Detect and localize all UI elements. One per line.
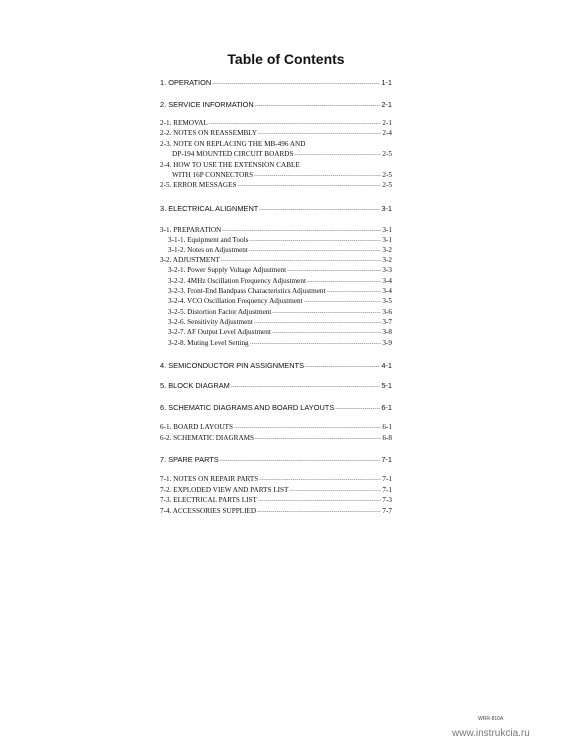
toc-leader-dots: [294, 151, 381, 160]
toc-entry: [160, 434, 392, 443]
toc-entry-page: 6-1: [382, 423, 392, 431]
toc-entry-label: 3-2-3. Front-End Bandpass Characteristics Adjustment: [168, 287, 326, 295]
toc-entry-label: 3-1-1. Equipment and Tools: [168, 236, 249, 244]
toc-entry-page: 2-5: [382, 171, 392, 179]
toc-entry-page: 5-1: [381, 381, 392, 390]
toc-leader-dots: [254, 172, 381, 181]
toc-entry-page: 3-8: [382, 328, 392, 336]
toc-entry-label: 3-2-8. Muting Level Setting: [168, 339, 249, 347]
toc-entry-label: 6. SCHEMATIC DIAGRAMS AND BOARD LAYOUTS: [160, 403, 335, 412]
toc-leader-dots: [259, 206, 380, 215]
toc-leader-dots: [289, 487, 381, 496]
toc-entry: [160, 381, 392, 390]
document-code: WRR-810A: [478, 716, 504, 722]
toc-entry: [160, 204, 392, 213]
toc-entry-page: 7-3: [382, 496, 392, 504]
toc-entry: [160, 507, 392, 516]
toc-entry: [160, 361, 392, 370]
toc-entry-label: 7-2. EXPLODED VIEW AND PARTS LIST: [160, 486, 289, 494]
toc-entry: [160, 181, 392, 190]
toc-entry: [160, 455, 392, 464]
toc-leader-dots: [305, 363, 380, 372]
toc-leader-dots: [257, 508, 381, 517]
toc-entry: [160, 100, 392, 109]
toc-leader-dots: [287, 267, 381, 276]
toc-entry: [160, 475, 392, 484]
toc-entry-label: WITH 16P CONNECTORS: [172, 171, 254, 179]
toc-entry-label: DP-194 MOUNTED CIRCUIT BOARDS: [172, 150, 294, 158]
toc-entry-page: 2-1: [382, 119, 392, 127]
toc-entry-page: 7-1: [382, 475, 392, 483]
toc-leader-dots: [258, 497, 382, 506]
toc-leader-dots: [259, 476, 381, 485]
toc-entry-label: 3-2-6. Sensitivity Adjustment: [168, 318, 253, 326]
toc-entry-page: 3-4: [382, 277, 392, 285]
toc-entry-label: 3-2. ADJUSTMENT: [160, 256, 220, 264]
toc-entry: [160, 403, 392, 412]
toc-leader-dots: [212, 80, 380, 89]
toc-entry: [168, 246, 392, 255]
toc-entry-label: 5. BLOCK DIAGRAM: [160, 381, 230, 390]
toc-leader-dots: [258, 130, 381, 139]
toc-entry-label: 2-3. NOTE ON REPLACING THE MB-496 AND: [160, 140, 306, 148]
toc-entry-page: 7-1: [381, 455, 392, 464]
toc-entry: [168, 318, 392, 327]
toc-entry: [160, 140, 392, 149]
toc-entry-label: 7-1. NOTES ON REPAIR PARTS: [160, 475, 259, 483]
toc-leader-dots: [209, 120, 382, 129]
toc-entry-label: 6-1. BOARD LAYOUTS: [160, 423, 234, 431]
toc-entry-label: 3-2-1. Power Supply Voltage Adjustment: [168, 266, 287, 274]
toc-leader-dots: [254, 319, 382, 328]
toc-entry-label: 7. SPARE PARTS: [160, 455, 219, 464]
toc-entry-label: 2-4. HOW TO USE THE EXTENSION CABLE: [160, 161, 300, 169]
toc-entry: [160, 119, 392, 128]
toc-entry: [168, 277, 392, 286]
toc-entry-label: 2. SERVICE INFORMATION: [160, 100, 254, 109]
toc-entry: [160, 78, 392, 87]
toc-entry-page: 3-4: [382, 287, 392, 295]
toc-leader-dots: [327, 288, 382, 297]
toc-leader-dots: [335, 405, 380, 414]
toc-entry-label: 3-2-5. Distortion Factor Adjustment: [168, 308, 272, 316]
toc-entry-page: 3-3: [382, 266, 392, 274]
toc-entry: [160, 486, 392, 495]
toc-entry: [160, 423, 392, 432]
toc-entry-label: 7-3. ELECTRICAL PARTS LIST: [160, 496, 257, 504]
toc-entry-label: 1. OPERATION: [160, 78, 212, 87]
toc-entry: [172, 150, 392, 159]
toc-entry-page: 7-7: [382, 507, 392, 515]
toc-leader-dots: [304, 298, 382, 307]
toc-leader-dots: [234, 424, 381, 433]
toc-entry-page: 6-8: [382, 434, 392, 442]
toc-entry-page: 6-1: [381, 403, 392, 412]
toc-leader-dots: [231, 383, 380, 392]
toc-entry-page: 2-4: [382, 129, 392, 137]
toc-entry: [168, 308, 392, 317]
toc-leader-dots: [222, 227, 381, 236]
page-title: Table of Contents: [227, 51, 345, 67]
toc-entry-page: 3-1: [382, 236, 392, 244]
toc-entry: [172, 171, 392, 180]
toc-entry-page: 3-7: [382, 318, 392, 326]
toc-entry-label: 3-1-2. Notes on Adjustment: [168, 246, 248, 254]
toc-entry-page: 3-9: [382, 339, 392, 347]
toc-entry-label: 2-5. ERROR MESSAGES: [160, 181, 237, 189]
toc-entry-label: 3-2-2. 4MHz Oscillation Frequency Adjustment: [168, 277, 306, 285]
toc-leader-dots: [249, 237, 381, 246]
toc-entry-page: 1-1: [381, 78, 392, 87]
toc-entry: [168, 297, 392, 306]
toc-leader-dots: [221, 257, 382, 266]
toc-entry-label: 3. ELECTRICAL ALIGNMENT: [160, 204, 259, 213]
toc-entry: [160, 161, 392, 170]
toc-entry: [160, 256, 392, 265]
toc-entry-page: 2-1: [381, 100, 392, 109]
toc-entry-page: 2-5: [382, 150, 392, 158]
toc-entry-label: 3-2-7. AF Output Level Adjustment: [168, 328, 271, 336]
toc-leader-dots: [237, 182, 381, 191]
toc-leader-dots: [249, 247, 382, 256]
toc-leader-dots: [272, 309, 381, 318]
toc-leader-dots: [255, 102, 381, 111]
toc-entry-page: 3-1: [382, 226, 392, 234]
toc-entry-page: 4-1: [381, 361, 392, 370]
toc-entry-page: 7-1: [382, 486, 392, 494]
toc-entry: [160, 226, 392, 235]
toc-entry: [168, 266, 392, 275]
toc-entry-label: 6-2. SCHEMATIC DIAGRAMS: [160, 434, 255, 442]
toc-entry-label: 3-2-4. VCO Oscillation Frequency Adjustment: [168, 297, 303, 305]
toc-entry-page: 3-2: [382, 256, 392, 264]
watermark: www.instrukcia.ru: [452, 728, 530, 739]
toc-entry-page: 2-5: [382, 181, 392, 189]
toc-entry: [168, 328, 392, 337]
toc-entry: [168, 339, 392, 348]
toc-entry: [160, 496, 392, 505]
toc-leader-dots: [220, 457, 381, 466]
toc-leader-dots: [250, 340, 382, 349]
toc-entry-page: 3-5: [382, 297, 392, 305]
toc-entry-page: 3-6: [382, 308, 392, 316]
toc-entry-label: 2-1. REMOVAL: [160, 119, 208, 127]
toc-entry-page: 3-2: [382, 246, 392, 254]
toc-entry-label: 4. SEMICONDUCTOR PIN ASSIGNMENTS: [160, 361, 305, 370]
toc-entry-label: 7-4. ACCESSORIES SUPPLIED: [160, 507, 257, 515]
toc-leader-dots: [307, 278, 381, 287]
toc-entry-page: 3-1: [381, 204, 392, 213]
toc-leader-dots: [255, 435, 381, 444]
toc-entry: [160, 129, 392, 138]
toc-entry-label: 3-1. PREPARATION: [160, 226, 222, 234]
toc-entry: [168, 287, 392, 296]
toc-entry-label: 2-2. NOTES ON REASSEMBLY: [160, 129, 258, 137]
toc-entry: [168, 236, 392, 245]
toc-leader-dots: [272, 329, 382, 338]
